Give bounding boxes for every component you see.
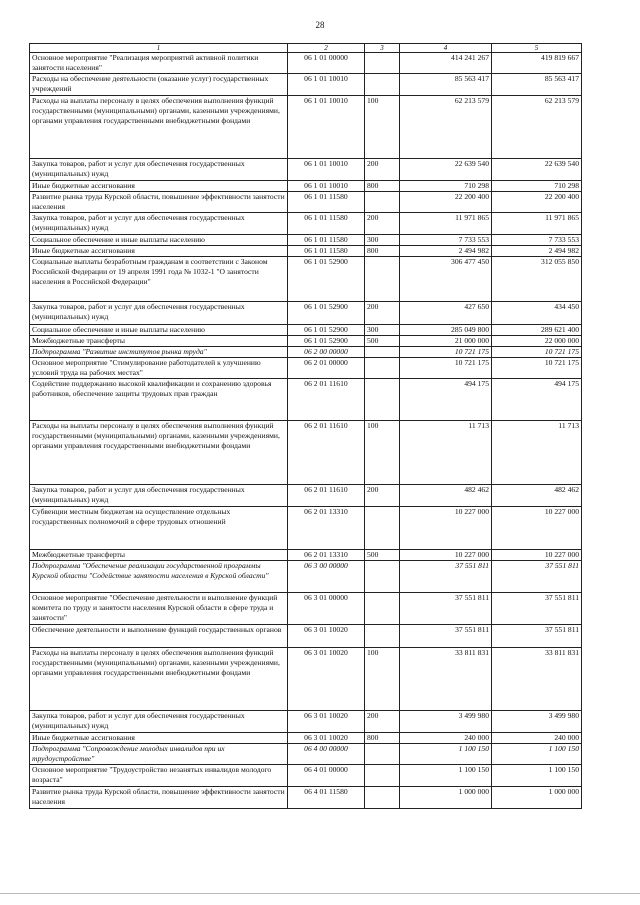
table-row [30,507,582,550]
row-amount-2-cell: 37 551 811 [492,593,582,625]
row-expense-type-cell: 200 [365,159,400,181]
header-col-code: 2 [288,44,365,53]
row-name-cell: Основное мероприятие "Обеспечение деятельности и выполнение функций комитета по труду и занятости населения Курской области в сфере труда и занятости" [30,593,288,625]
table-body [30,53,582,809]
row-name-cell: Социальное обеспечение и иные выплаты населению [30,235,288,246]
row-code-cell: 06 3 00 00000 [288,561,365,593]
table-row [30,711,582,733]
row-amount-1-cell: 22 200 400 [400,192,492,213]
row-expense-type-cell: 200 [365,711,400,733]
row-name-cell: Расходы на обеспечение деятельности (оказание услуг) государственных учреждений [30,74,288,96]
row-amount-2-cell: 482 462 [492,485,582,507]
row-expense-type-cell: 200 [365,302,400,325]
row-expense-type-cell: 500 [365,550,400,561]
row-code-cell: 06 1 01 10010 [288,159,365,181]
row-amount-1-cell: 11 971 865 [400,213,492,235]
row-name-cell: Иные бюджетные ассигнования [30,733,288,744]
row-code-cell: 06 1 01 52900 [288,302,365,325]
row-expense-type-cell [365,744,400,765]
row-name-cell: Основное мероприятие "Стимулирование работодателей к улучшению условий труда на рабочих местах" [30,358,288,379]
page-number: 28 [315,20,325,30]
budget-table [29,43,582,809]
row-expense-type-cell [365,593,400,625]
row-name-cell: Субвенции местным бюджетам на осуществление отдельных государственных полномочий в сфере трудовых отношений [30,507,288,550]
row-amount-2-cell: 240 000 [492,733,582,744]
row-amount-1-cell: 85 563 417 [400,74,492,96]
row-code-cell: 06 1 01 52900 [288,325,365,336]
row-code-cell: 06 1 01 11580 [288,246,365,257]
row-expense-type-cell [365,765,400,787]
row-amount-2-cell: 22 639 540 [492,159,582,181]
row-expense-type-cell: 100 [365,648,400,711]
row-name-cell: Расходы на выплаты персоналу в целях обеспечения выполнения функций государственными (муниципальными) органами, казенными учреждениями, органами управления государственными внебюджетными фондами [30,421,288,485]
row-amount-2-cell: 710 298 [492,181,582,192]
row-amount-2-cell: 11 713 [492,421,582,485]
row-amount-2-cell: 7 733 553 [492,235,582,246]
table-row [30,192,582,213]
row-amount-2-cell: 37 551 811 [492,625,582,648]
row-expense-type-cell [365,74,400,96]
row-name-cell: Основное мероприятие "Трудоустройство незанятых инвалидов молодого возраста" [30,765,288,787]
row-expense-type-cell: 100 [365,96,400,159]
row-amount-2-cell: 1 100 150 [492,765,582,787]
table-header-row [30,44,582,53]
row-amount-2-cell: 434 450 [492,302,582,325]
row-amount-1-cell: 710 298 [400,181,492,192]
header-col-name: 1 [30,44,288,53]
table-row [30,74,582,96]
table-row [30,336,582,347]
row-amount-1-cell: 427 650 [400,302,492,325]
row-name-cell: Межбюджетные трансферты [30,550,288,561]
row-amount-1-cell: 37 551 811 [400,625,492,648]
row-name-cell: Закупка товаров, работ и услуг для обеспечения государственных (муниципальных) нужд [30,485,288,507]
table-row [30,358,582,379]
row-expense-type-cell [365,192,400,213]
row-expense-type-cell [365,379,400,421]
row-code-cell: 06 2 01 11610 [288,421,365,485]
row-code-cell: 06 1 01 10010 [288,181,365,192]
row-amount-2-cell: 10 721 175 [492,358,582,379]
table-row [30,485,582,507]
row-expense-type-cell: 800 [365,181,400,192]
row-name-cell: Социальное обеспечение и иные выплаты населению [30,325,288,336]
row-amount-2-cell: 2 494 982 [492,246,582,257]
row-amount-1-cell: 7 733 553 [400,235,492,246]
row-amount-1-cell: 414 241 267 [400,53,492,74]
row-code-cell: 06 4 01 11580 [288,787,365,809]
row-amount-1-cell: 1 000 000 [400,787,492,809]
table-row [30,379,582,421]
table-row [30,181,582,192]
scan-edge-line [0,893,640,894]
row-amount-2-cell: 289 621 400 [492,325,582,336]
row-amount-1-cell: 33 811 831 [400,648,492,711]
row-amount-1-cell: 10 227 000 [400,550,492,561]
table-row [30,96,582,159]
table-row [30,744,582,765]
row-name-cell: Подпрограмма "Сопровождение молодых инвалидов при их трудоустройстве" [30,744,288,765]
row-amount-2-cell: 494 175 [492,379,582,421]
row-amount-2-cell: 62 213 579 [492,96,582,159]
row-name-cell: Расходы на выплаты персоналу в целях обеспечения выполнения функций государственными (муниципальными) органами, казенными учреждениями, органами управления государственными внебюджетными фондами [30,96,288,159]
row-expense-type-cell: 200 [365,213,400,235]
row-name-cell: Закупка товаров, работ и услуг для обеспечения государственных (муниципальных) нужд [30,302,288,325]
row-code-cell: 06 1 01 10010 [288,96,365,159]
row-expense-type-cell: 100 [365,421,400,485]
row-name-cell: Подпрограмма "Обеспечение реализации государственной программы Курской области "Содействие занятости населения в Курской области" [30,561,288,593]
row-name-cell: Межбюджетные трансферты [30,336,288,347]
row-name-cell: Социальные выплаты безработным гражданам в соответствии с Законом Российской Федерации от 19 апреля 1991 года № 1032-1 "О занятости населения в Российской Федерации" [30,257,288,302]
row-amount-2-cell: 85 563 417 [492,74,582,96]
table-row [30,347,582,358]
row-name-cell: Обеспечение деятельности и выполнение функций государственных органов [30,625,288,648]
row-expense-type-cell: 800 [365,246,400,257]
row-amount-1-cell: 22 639 540 [400,159,492,181]
header-col-expense-type: 3 [365,44,400,53]
row-amount-2-cell: 10 227 000 [492,507,582,550]
row-amount-1-cell: 494 175 [400,379,492,421]
row-code-cell: 06 3 01 10020 [288,733,365,744]
row-amount-1-cell: 2 494 982 [400,246,492,257]
row-amount-1-cell: 482 462 [400,485,492,507]
row-code-cell: 06 3 01 10020 [288,648,365,711]
row-expense-type-cell: 200 [365,485,400,507]
row-amount-2-cell: 312 055 850 [492,257,582,302]
table-row [30,787,582,809]
table-row [30,593,582,625]
row-amount-1-cell: 3 499 980 [400,711,492,733]
row-expense-type-cell [365,787,400,809]
row-expense-type-cell: 800 [365,733,400,744]
row-code-cell: 06 4 01 00000 [288,765,365,787]
row-code-cell: 06 1 01 52900 [288,336,365,347]
table-row [30,550,582,561]
row-name-cell: Иные бюджетные ассигнования [30,181,288,192]
row-amount-1-cell: 10 721 175 [400,347,492,358]
row-expense-type-cell [365,507,400,550]
table-row [30,213,582,235]
row-amount-1-cell: 10 227 000 [400,507,492,550]
row-amount-1-cell: 11 713 [400,421,492,485]
table-row [30,302,582,325]
row-name-cell: Закупка товаров, работ и услуг для обеспечения государственных (муниципальных) нужд [30,213,288,235]
row-expense-type-cell [365,347,400,358]
row-name-cell: Иные бюджетные ассигнования [30,246,288,257]
row-code-cell: 06 2 01 13310 [288,550,365,561]
table-row [30,648,582,711]
row-code-cell: 06 1 01 00000 [288,53,365,74]
row-amount-2-cell: 3 499 980 [492,711,582,733]
table-row [30,765,582,787]
table-row [30,159,582,181]
row-expense-type-cell: 300 [365,325,400,336]
row-code-cell: 06 2 00 00000 [288,347,365,358]
row-code-cell: 06 3 01 00000 [288,593,365,625]
row-name-cell: Подпрограмма "Развитие институтов рынка труда" [30,347,288,358]
row-expense-type-cell: 500 [365,336,400,347]
row-code-cell: 06 1 01 11580 [288,192,365,213]
row-expense-type-cell: 300 [365,235,400,246]
row-amount-1-cell: 10 721 175 [400,358,492,379]
row-amount-2-cell: 22 200 400 [492,192,582,213]
header-col-amount-2: 5 [492,44,582,53]
row-name-cell: Основное мероприятие "Реализация мероприятий активной политики занятости населения" [30,53,288,74]
row-code-cell: 06 3 01 10020 [288,711,365,733]
row-name-cell: Содействие поддержанию высокой квалификации и сохранению здоровья работников, обеспечение защиты трудовых прав граждан [30,379,288,421]
row-code-cell: 06 1 01 10010 [288,74,365,96]
header-col-amount-1: 4 [400,44,492,53]
row-amount-1-cell: 240 000 [400,733,492,744]
row-amount-1-cell: 37 551 811 [400,561,492,593]
row-expense-type-cell [365,53,400,74]
row-code-cell: 06 1 01 11580 [288,213,365,235]
table-row [30,733,582,744]
table-row [30,325,582,336]
table-row [30,53,582,74]
row-code-cell: 06 1 01 11580 [288,235,365,246]
row-expense-type-cell [365,257,400,302]
row-amount-1-cell: 1 100 150 [400,765,492,787]
row-name-cell: Развитие рынка труда Курской области, повышение эффективности занятости населения [30,192,288,213]
row-code-cell: 06 2 01 11610 [288,485,365,507]
row-amount-2-cell: 11 971 865 [492,213,582,235]
row-amount-2-cell: 10 721 175 [492,347,582,358]
row-amount-2-cell: 419 819 667 [492,53,582,74]
table-row [30,246,582,257]
row-amount-2-cell: 22 000 000 [492,336,582,347]
row-code-cell: 06 2 01 11610 [288,379,365,421]
row-amount-2-cell: 33 811 831 [492,648,582,711]
row-amount-2-cell: 1 100 150 [492,744,582,765]
row-amount-2-cell: 10 227 000 [492,550,582,561]
row-expense-type-cell [365,561,400,593]
row-amount-1-cell: 285 049 800 [400,325,492,336]
row-code-cell: 06 4 00 00000 [288,744,365,765]
row-amount-2-cell: 37 551 811 [492,561,582,593]
table-row [30,625,582,648]
row-name-cell: Расходы на выплаты персоналу в целях обеспечения выполнения функций государственными (муниципальными) органами, казенными учреждениями, органами управления государственными внебюджетными фондами [30,648,288,711]
row-amount-1-cell: 62 213 579 [400,96,492,159]
row-name-cell: Развитие рынка труда Курской области, повышение эффективности занятости населения [30,787,288,809]
row-amount-1-cell: 37 551 811 [400,593,492,625]
row-expense-type-cell [365,358,400,379]
row-code-cell: 06 2 01 13310 [288,507,365,550]
row-amount-2-cell: 1 000 000 [492,787,582,809]
row-amount-1-cell: 1 100 150 [400,744,492,765]
table-row [30,235,582,246]
row-name-cell: Закупка товаров, работ и услуг для обеспечения государственных (муниципальных) нужд [30,711,288,733]
row-name-cell: Закупка товаров, работ и услуг для обеспечения государственных (муниципальных) нужд [30,159,288,181]
row-amount-1-cell: 306 477 450 [400,257,492,302]
row-expense-type-cell [365,625,400,648]
row-amount-1-cell: 21 000 000 [400,336,492,347]
row-code-cell: 06 3 01 10020 [288,625,365,648]
row-code-cell: 06 2 01 00000 [288,358,365,379]
row-code-cell: 06 1 01 52900 [288,257,365,302]
table-row [30,421,582,485]
table-row [30,561,582,593]
table-row [30,257,582,302]
